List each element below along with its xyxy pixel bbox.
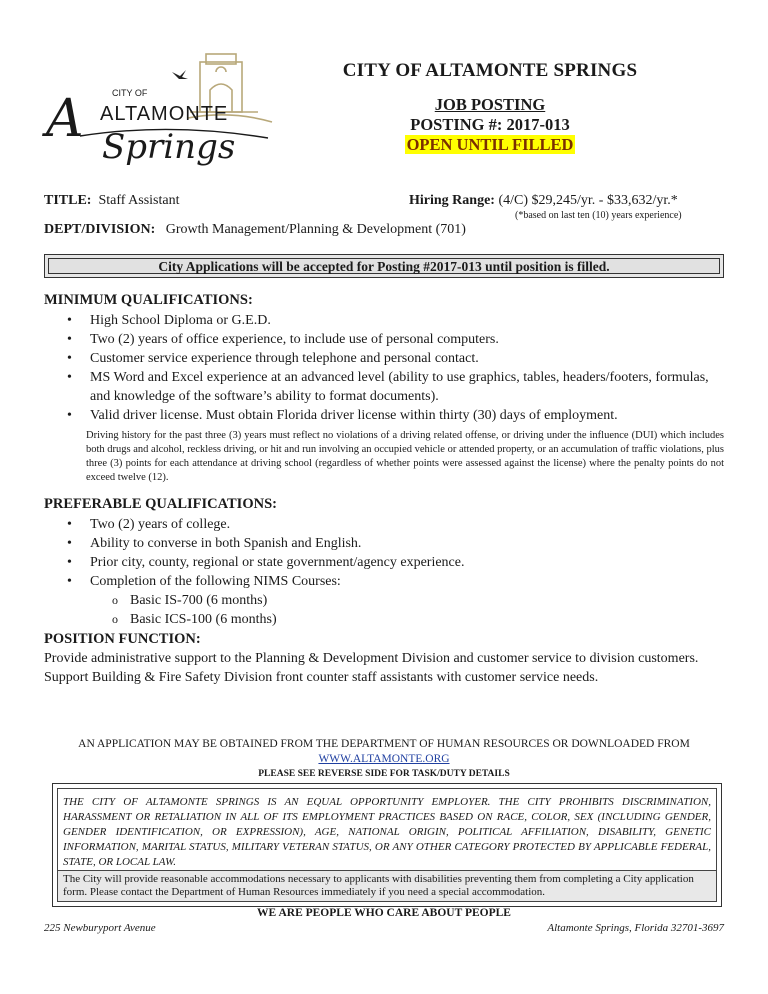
city-motto: WE ARE PEOPLE WHO CARE ABOUT PEOPLE	[257, 907, 511, 919]
position-function-text: Provide administrative support to the Planning & Development Division and customer service to division customers. Support Building & Fire Safety Division front counter staff assistants with customer service needs.	[44, 651, 699, 685]
dept-label: DEPT/DIVISION:	[44, 222, 156, 237]
list-item: • High School Diploma or G.E.D.	[67, 313, 271, 328]
logo-altamonte: ALTAMONTE	[100, 103, 229, 125]
sub-list-item: o Basic IS-700 (6 months)	[112, 593, 268, 608]
city-logo	[40, 50, 275, 168]
list-item: • Valid driver license. Must obtain Florida driver license within thirty (30) days of employment.	[67, 408, 618, 423]
website-link[interactable]: WWW.ALTAMONTE.ORG	[318, 753, 450, 765]
reverse-side-note: PLEASE SEE REVERSE SIDE FOR TASK/DUTY DETAILS	[258, 769, 510, 779]
posting-header	[380, 95, 600, 155]
address-street: 225 Newburyport Avenue	[44, 922, 156, 934]
application-note	[40, 737, 728, 767]
eeo-statement: THE CITY OF ALTAMONTE SPRINGS IS AN EQUAL OPPORTUNITY EMPLOYER. THE CITY PROHIBITS DISCRIMINATION, HARASSMENT OR RETALIATION IN ALL OF ITS EMPLOYMENT PRACTICES BASED ON RACE, COLOR, SEX (INCLUDING GENDER, GENDER IDENTIFICATION, OR EXPRESSION), AGE, NATIONAL ORIGIN, POLITICAL AFFILIATION, DISABILITY, GENETIC INFORMATION, MARITAL STATUS, MILITARY VETERAN STATUS, OR ANY OTHER CATEGORY PROTECTED BY APPLICABLE FEDERAL, STATE, OR LOCAL LAW.	[63, 796, 711, 868]
application-text: AN APPLICATION MAY BE OBTAINED FROM THE DEPARTMENT OF HUMAN RESOURCES OR DOWNLOADED FROM	[78, 738, 690, 750]
logo-city-of: CITY OF	[112, 88, 148, 98]
posting-status-badge: OPEN UNTIL FILLED	[406, 135, 574, 154]
logo-initial: A	[46, 89, 84, 149]
banner-text: City Applications will be accepted for Posting #2017-013 until position is filled.	[48, 258, 720, 274]
job-posting-label: JOB POSTING	[434, 95, 546, 114]
title-label: TITLE:	[44, 193, 92, 208]
preferable-qualifications-heading: PREFERABLE QUALIFICATIONS:	[44, 496, 277, 512]
list-item: • Prior city, county, regional or state government/agency experience.	[67, 555, 465, 570]
hiring-note: (*based on last ten (10) years experience)	[515, 210, 682, 221]
posting-number: POSTING #: 2017-013	[410, 115, 570, 134]
accommodation-note: The City will provide reasonable accommodations necessary to applicants with disabilities preventing them from completing a City application form. Please contact the Department of Human Resources immediately if you need a special accommodation.	[58, 870, 716, 901]
city-title: CITY OF ALTAMONTE SPRINGS	[342, 60, 638, 81]
nims-course-list	[90, 591, 722, 629]
bird-icon	[172, 70, 188, 79]
driving-history-note: Driving history for the past three (3) years must reflect no violations of a driving related offense, or driving under the influence (DUI) which includes both drugs and alcohol, reckless driving, or hit and run involving an occupied vehicle or attended property, or an accumulation of traffic violations, plus three (3) points for each attendance at driving school (regardless of whether points were assessed against the license) where the penalty points do not exceed twelve (12).	[86, 430, 724, 483]
dept-row	[44, 222, 466, 238]
list-item: • Ability to converse in both Spanish and English.	[67, 536, 362, 551]
title-value: Staff Assistant	[98, 193, 180, 208]
dept-value: Growth Management/Planning & Development (701)	[165, 222, 466, 237]
logo-springs: Springs	[102, 127, 236, 167]
hiring-range	[409, 193, 678, 209]
list-item: • Customer service experience through telephone and personal contact.	[67, 351, 479, 366]
eeo-box	[52, 783, 722, 907]
address-city: Altamonte Springs, Florida 32701-3697	[547, 922, 724, 934]
application-banner	[44, 254, 724, 278]
list-item: • Completion of the following NIMS Courses: o Basic IS-700 (6 months) o Basic ICS-100 (6 months)	[62, 572, 722, 629]
list-item: • Two (2) years of office experience, to include use of personal computers.	[67, 332, 499, 347]
list-item: • Two (2) years of college.	[67, 517, 231, 532]
preferable-qualifications-list	[62, 515, 722, 629]
hiring-label: Hiring Range:	[409, 193, 495, 208]
minimum-qualifications-heading: MINIMUM QUALIFICATIONS:	[44, 292, 253, 308]
position-function-heading: POSITION FUNCTION:	[44, 631, 201, 647]
list-item: • MS Word and Excel experience at an advanced level (ability to use graphics, tables, headers/footers, formulas, and knowledge of the software’s ability to format documents).	[67, 370, 709, 404]
hiring-value: (4/C) $29,245/yr. - $33,632/yr.*	[498, 193, 678, 208]
sub-list-item: o Basic ICS-100 (6 months)	[112, 612, 277, 627]
minimum-qualifications-list	[62, 311, 722, 425]
